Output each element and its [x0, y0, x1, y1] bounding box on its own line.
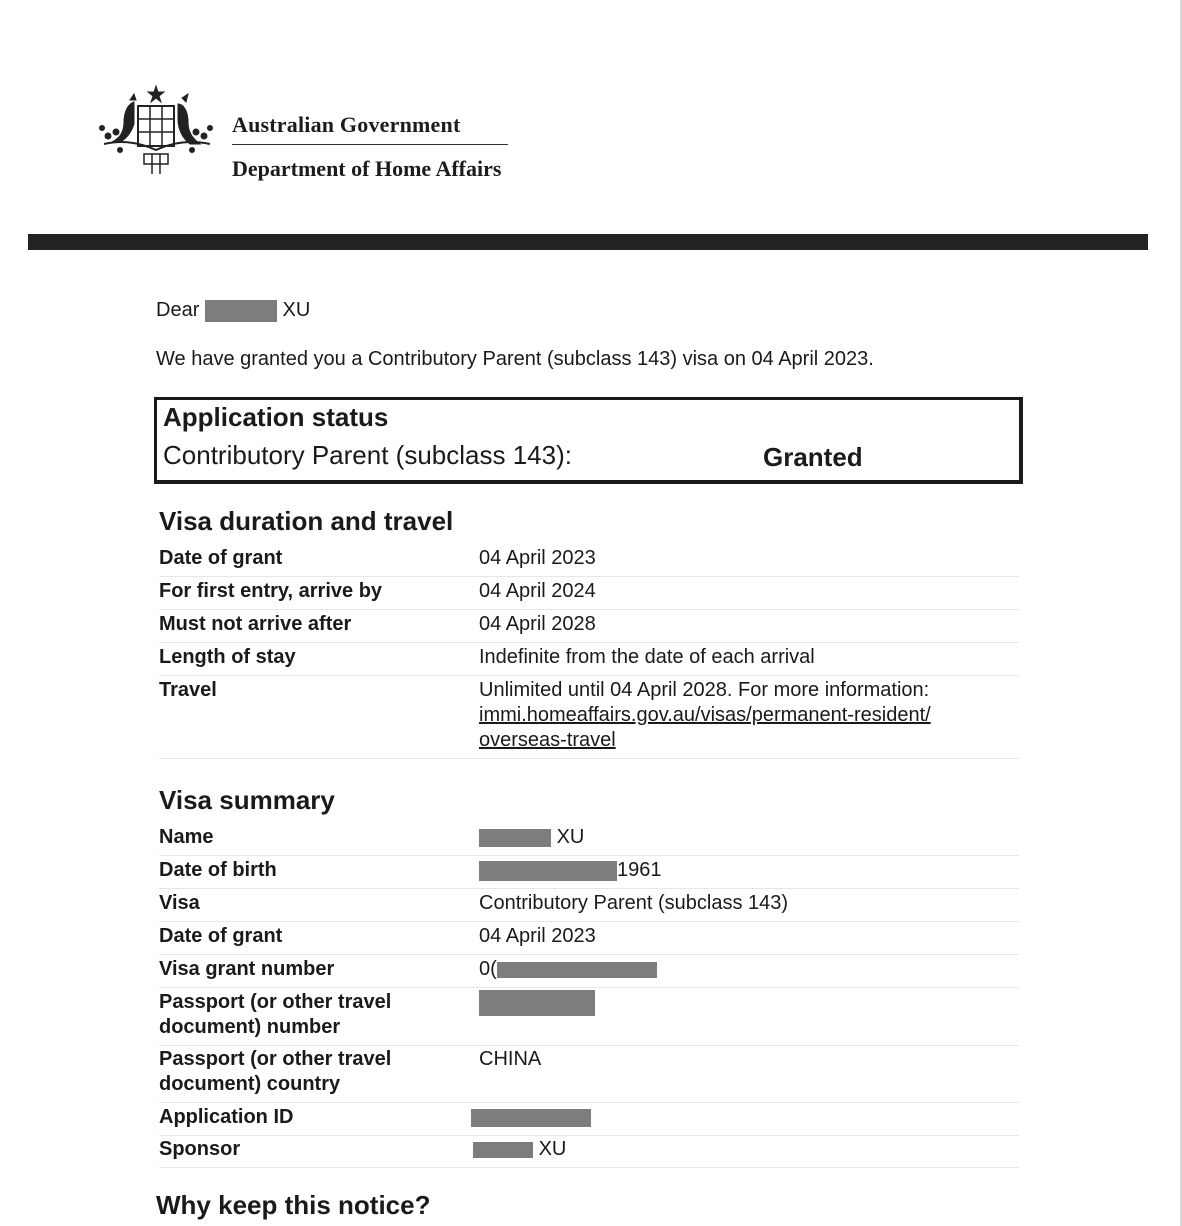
redacted-value: [479, 829, 551, 847]
intro-text: We have granted you a Contributory Parent (subclass 143) visa on 04 April 2023.: [156, 348, 874, 370]
status-title: Application status: [163, 402, 389, 432]
row-label: Visa grant number: [159, 958, 335, 980]
row-label: Application ID: [159, 1106, 294, 1128]
redacted-value: [497, 962, 657, 978]
table-row: [159, 612, 1019, 643]
row-value: Contributory Parent (subclass 143): [479, 892, 789, 914]
table-row: [159, 645, 1019, 676]
table-row: [159, 825, 1019, 856]
row-value: 04 April 2023: [479, 925, 596, 947]
table-row: [159, 924, 1019, 955]
row-label: Passport (or other travel document) country: [159, 1048, 392, 1095]
header-divider: [232, 144, 508, 145]
row-value: 04 April 2028: [479, 613, 596, 635]
table-row: [159, 891, 1019, 922]
row-label: Must not arrive after: [159, 613, 352, 635]
row-label: Travel: [159, 679, 217, 701]
salutation: [156, 299, 310, 322]
row-value: Indefinite from the date of each arrival: [479, 646, 815, 668]
row-value: [473, 1137, 1013, 1162]
coat-of-arms-icon: [90, 84, 222, 180]
row-label: Passport (or other travel document) number: [159, 991, 392, 1038]
row-value: [479, 957, 1019, 982]
status-value: Granted: [763, 442, 863, 472]
salutation-surname: XU: [282, 299, 311, 321]
table-row: [159, 1137, 1019, 1168]
application-status-box: [154, 397, 1023, 484]
table-row: [159, 546, 1019, 577]
table-row: [159, 990, 1019, 1046]
row-label: Length of stay: [159, 646, 296, 668]
row-value: [479, 858, 1019, 883]
row-value: 04 April 2024: [479, 580, 596, 602]
table-row: [159, 1047, 1019, 1103]
redacted-value: [479, 861, 617, 881]
redacted-value: [479, 990, 595, 1016]
grant-number-prefix: 0(: [479, 958, 497, 980]
status-visa: Contributory Parent (subclass 143):: [163, 440, 572, 470]
name-surname: XU: [556, 826, 585, 848]
travel-text: Unlimited until 04 April 2028. For more information:: [479, 679, 930, 701]
row-label: For first entry, arrive by: [159, 580, 383, 602]
redacted-value: [471, 1109, 591, 1127]
government-name: Australian Government: [232, 112, 461, 137]
row-value: [479, 825, 1019, 850]
row-value: CHINA: [479, 1048, 542, 1070]
travel-info-link-cont[interactable]: overseas-travel: [479, 729, 616, 751]
travel-section-title: Visa duration and travel: [159, 506, 454, 536]
row-value: [479, 990, 1019, 1016]
row-label: Date of birth: [159, 859, 277, 881]
row-label: Sponsor: [159, 1138, 241, 1160]
footer-section-title: Why keep this notice?: [156, 1190, 431, 1220]
header-bar: [28, 234, 1148, 250]
row-label: Date of grant: [159, 547, 283, 569]
table-row: [159, 579, 1019, 610]
row-value: [479, 678, 1019, 753]
row-label: Date of grant: [159, 925, 283, 947]
row-value: [471, 1105, 1011, 1130]
department-name: Department of Home Affairs: [232, 156, 502, 181]
summary-section-title: Visa summary: [159, 785, 335, 815]
salutation-word: Dear: [156, 299, 200, 321]
row-label: Visa: [159, 892, 200, 914]
row-label: Name: [159, 826, 214, 848]
table-row: [159, 957, 1019, 988]
table-row: [159, 678, 1019, 759]
birth-year: 1961: [617, 859, 662, 881]
table-row: [159, 1105, 1019, 1136]
travel-info-link[interactable]: immi.homeaffairs.gov.au/visas/permanent-resident/: [479, 704, 931, 726]
row-value: 04 April 2023: [479, 547, 596, 569]
redacted-given-name: [205, 300, 277, 322]
sponsor-surname: XU: [538, 1138, 567, 1160]
table-row: [159, 858, 1019, 889]
redacted-value: [473, 1142, 533, 1158]
